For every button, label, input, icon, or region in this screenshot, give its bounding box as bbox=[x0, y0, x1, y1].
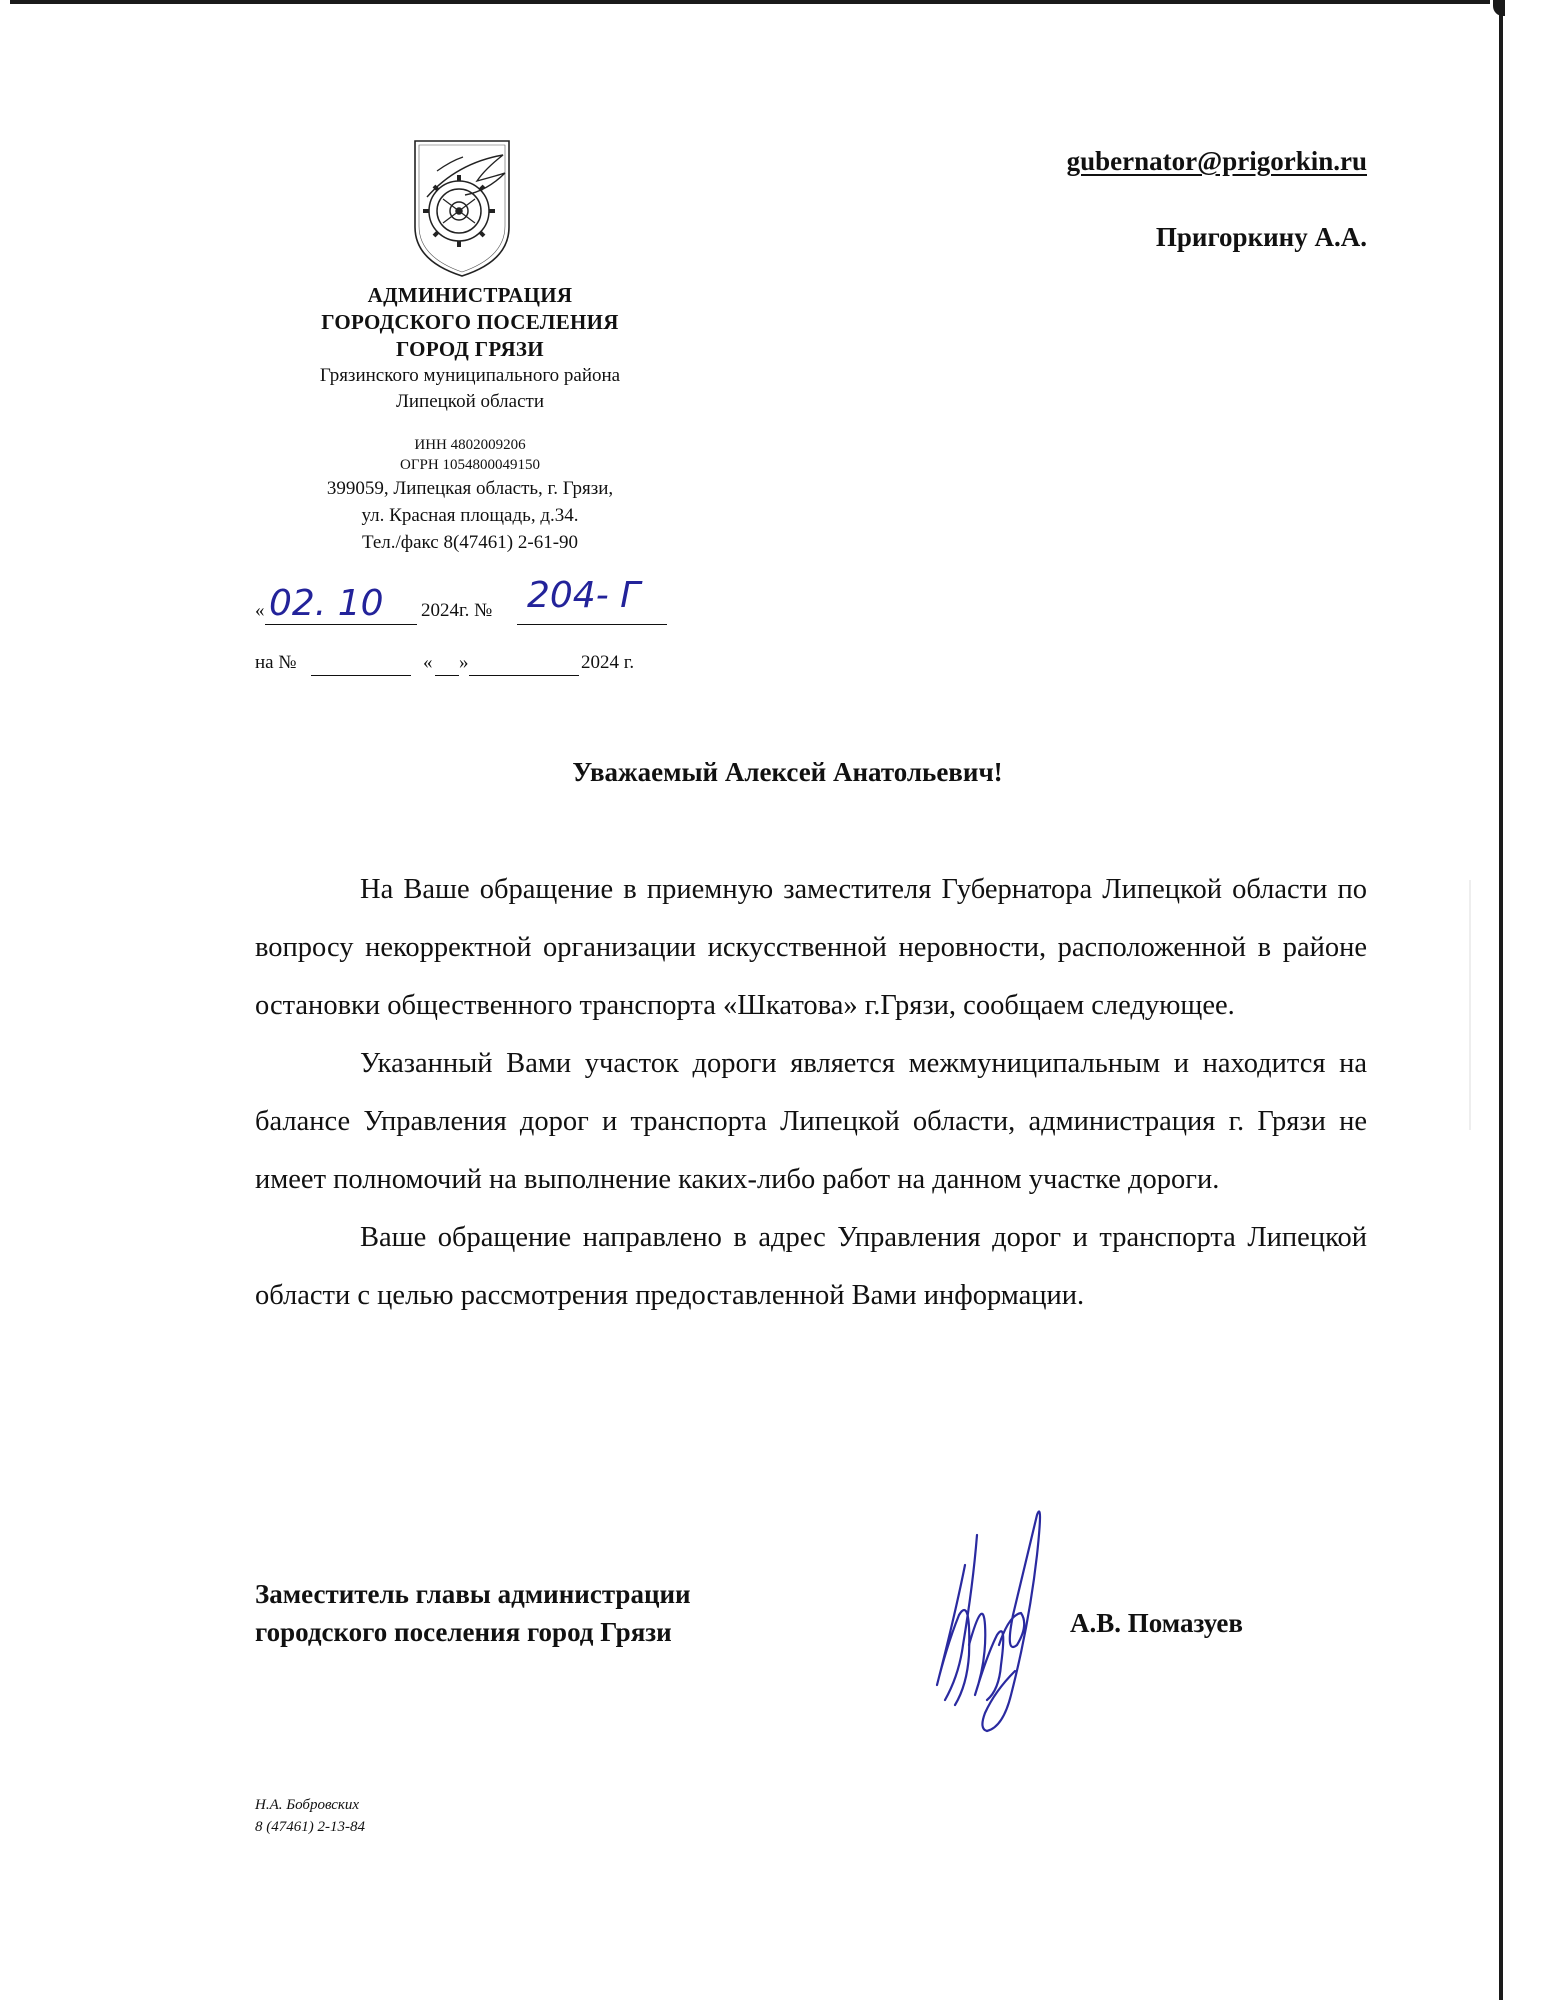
scan-artifact bbox=[1469, 880, 1471, 1130]
letter-body bbox=[255, 861, 1367, 1325]
org-title-line: ГОРОДСКОГО ПОСЕЛЕНИЯ bbox=[321, 310, 619, 334]
body-paragraph: Указанный Вами участок дороги является межмуниципальным и находится на балансе Управления дорог и транспорта Липецкой области, администрация г. Грязи не имеет полномочий на выполнение каких-либо работ на данном участке дороги. bbox=[255, 1048, 1367, 1195]
ref-quote-open: « bbox=[423, 652, 433, 673]
executor-phone: 8 (47461) 2-13-84 bbox=[255, 1819, 365, 1835]
quote-mark: « bbox=[255, 600, 265, 621]
signer-title-line: городского поселения город Грязи bbox=[255, 1617, 672, 1647]
signer-title-line: Заместитель главы администрации bbox=[255, 1579, 691, 1609]
org-address-line: ул. Красная площадь, д.34. bbox=[361, 505, 579, 526]
recipient-name: Пригоркину А.А. bbox=[1155, 222, 1367, 252]
org-region-line: Липецкой области bbox=[395, 391, 545, 412]
body-paragraph: Ваше обращение направлено в адрес Управления дорог и транспорта Липецкой области с целью рассмотрения предоставленной Вами информации. bbox=[255, 1222, 1367, 1311]
handwritten-number: 204- Г bbox=[527, 575, 641, 616]
ref-prefix: на № bbox=[255, 652, 297, 673]
org-inn: ИНН 4802009206 bbox=[414, 437, 526, 453]
handwritten-signature-icon bbox=[925, 1495, 1075, 1735]
ref-month-underline bbox=[469, 675, 579, 676]
ref-year: 2024 г. bbox=[581, 652, 635, 673]
ref-day-underline bbox=[435, 675, 459, 676]
scan-corner-mark bbox=[1493, 0, 1505, 16]
letterhead bbox=[250, 282, 690, 556]
reference-line bbox=[255, 652, 675, 682]
org-title-line: АДМИНИСТРАЦИЯ bbox=[367, 283, 573, 307]
handwritten-date: 02. 10 bbox=[269, 583, 384, 624]
body-paragraph: На Ваше обращение в приемную заместителя Губернатора Липецкой области по вопросу некорректной организации искусственной неровности, расположенной в районе остановки общественного транспорта «Шкатова» г.Грязи, сообщаем следующее. bbox=[255, 874, 1367, 1021]
number-underline bbox=[517, 624, 667, 625]
org-district-line: Грязинского муниципального района bbox=[319, 365, 621, 386]
ref-quote-close: » bbox=[459, 652, 469, 673]
scan-border-right bbox=[1499, 0, 1503, 2000]
signer-title bbox=[255, 1575, 691, 1651]
outgoing-registration bbox=[255, 575, 675, 628]
year-label: 2024г. № bbox=[421, 600, 493, 621]
org-ogrn: ОГРН 1054800049150 bbox=[400, 457, 540, 473]
executor-contact bbox=[255, 1794, 365, 1838]
org-address-line: 399059, Липецкая область, г. Грязи, bbox=[326, 478, 614, 499]
salutation: Уважаемый Алексей Анатольевич! bbox=[572, 757, 1003, 787]
date-underline bbox=[265, 624, 417, 625]
executor-name: Н.А. Бобровских bbox=[255, 1797, 360, 1813]
org-phone-line: Тел./факс 8(47461) 2-61-90 bbox=[361, 532, 579, 553]
recipient-email[interactable]: gubernator@prigorkin.ru bbox=[1066, 146, 1367, 176]
ref-number-underline bbox=[311, 675, 411, 676]
coat-of-arms-icon bbox=[407, 135, 517, 280]
org-title-line: ГОРОД ГРЯЗИ bbox=[396, 337, 544, 361]
signer-name: А.В. Помазуев bbox=[1070, 1608, 1243, 1638]
scan-border-top bbox=[10, 0, 1490, 4]
